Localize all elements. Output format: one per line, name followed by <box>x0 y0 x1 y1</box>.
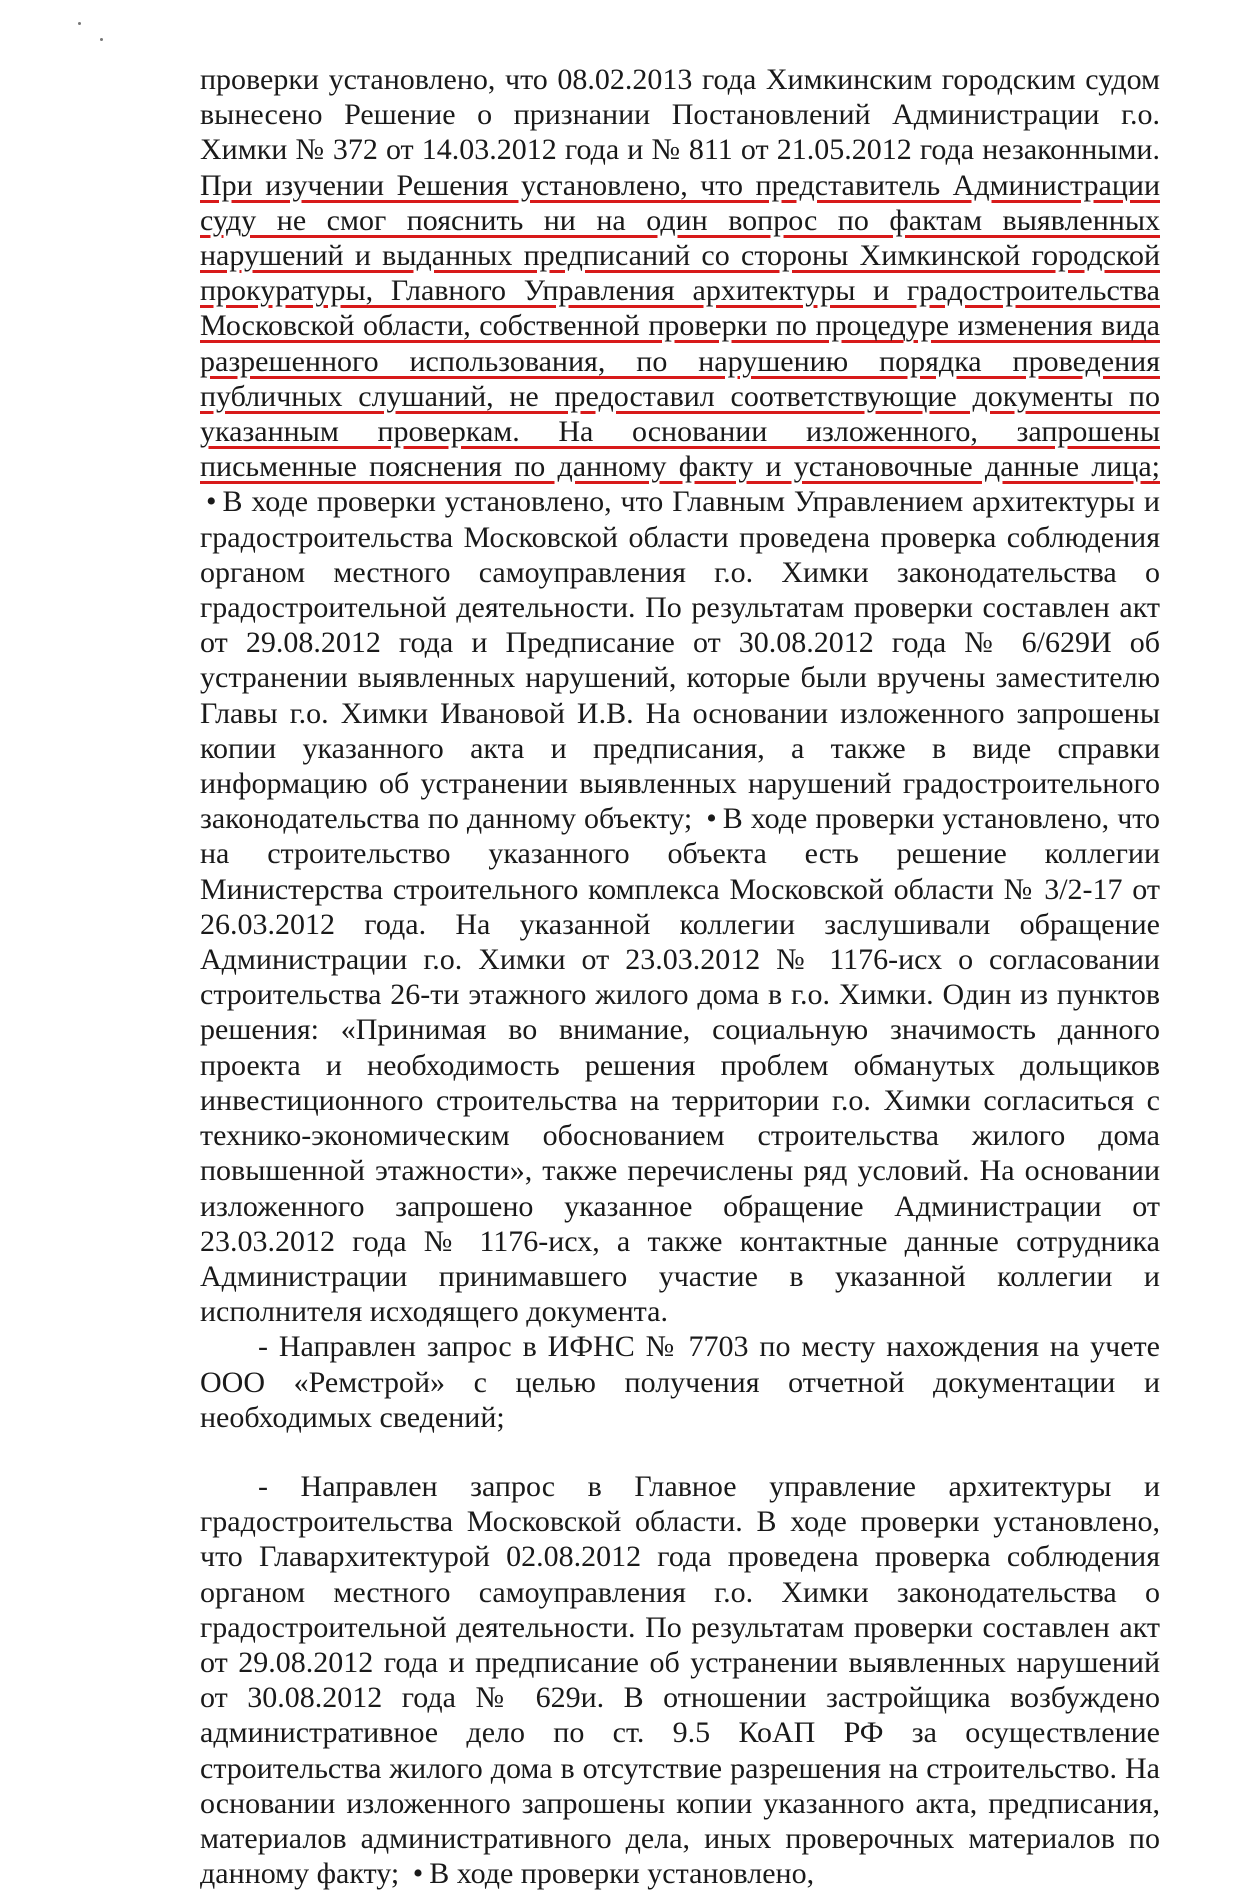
paragraph-court-decision <box>200 62 1160 1329</box>
paragraph-text-architecture-request: - Направлен запрос в Главное управление архитектуры и градостроительства Московской области. В ходе проверки установлено, что Главархитектурой 02.08.2012 года проведена проверка соблюдения органом местного самоуправления г.о. Химки законодательства о градостроительной деятельности. По результатам проверки составлен акт от 29.08.2012 года и предписание об устранении выявленных нарушений от 30.08.2012 года № 629и. В отношении застройщика возбуждено административное дело по ст. 9.5 КоАП РФ за осуществление строительства жилого дома в отсутствие разрешения на строительство. На основании изложенного запрошены копии указанного акта, предписания, материалов административного дела, иных проверочных материалов по данному факту; <box>200 1469 1160 1891</box>
paragraph-tail-text: В ходе проверки установлено, <box>429 1857 815 1891</box>
red-underlined-passage: При изучении Решения установлено, что представитель Администрации суду не смог пояснить ни на один вопрос по фактам выявленных нарушений и выданных предписаний со стороны Химкинской городской прокуратуры, Главного Управления архитектуры и градостроительства Московской области, собственной проверки по процедуре изменения вида разрешенного использования, по нарушению порядка проведения публичных слушаний, не предоставил соответствующие документы по указанным проверкам. На основании изложенного, запрошены письменные пояснения по данному факту и установочные данные лица; <box>200 168 1160 484</box>
bullet-mark: • <box>206 485 217 519</box>
paragraph-architecture-request <box>200 1469 1160 1891</box>
paragraph-text-architecture-check: В ходе проверки установлено, что Главным Управлением архитектуры и градостроительства Московской области проведена проверка соблюдения органом местного самоуправления г.о. Химки законодательства о градостроительной деятельности. По результатам проверки составлен акт от 29.08.2012 года и Предписание от 30.08.2012 года № 6/629И об устранении выявленных нарушений, которые были вручены заместителю Главы г.о. Химки Ивановой И.В. На основании изложенного запрошены копии указанного акта и предписания, а также в виде справки информацию об устранении выявленных нарушений градостроительного законодательства по данному объекту; <box>200 485 1160 836</box>
document-body <box>200 62 1160 1891</box>
bullet-mark: • <box>706 802 717 836</box>
paragraph-text-ministry-collegium: В ходе проверки установлено, что на строительство указанного объекта есть решение коллегии Министерства строительного комплекса Московской области № 3/2-17 от 26.03.2012 года. На указанной коллегии заслушивали обращение Администрации г.о. Химки от 23.03.2012 № 1176-исх о согласовании строительства 26-ти этажного жилого дома в г.о. Химки. Один из пунктов решения: «Принимая во внимание, социальную значимость данного проекта и необходимость решения проблем обманутых дольщиков инвестиционного строительства на территории г.о. Химки согласиться с технико-экономическим обоснованием строительства жилого дома повышенной этажности», также перечислены ряд условий. На основании изложенного запрошено указанное обращение Администрации от 23.03.2012 года № 1176-исх, а также контактные данные сотрудника Администрации принимавшего участие в указанной коллегии и исполнителя исходящего документа. <box>200 802 1161 1329</box>
bullet-mark: • <box>412 1857 424 1891</box>
paragraph-tax-request: - Направлен запрос в ИФНС № 7703 по месту нахождения на учете ООО «Ремстрой» с целью получения отчетной документации и необходимых сведений; <box>200 1330 1160 1434</box>
scan-speck <box>78 22 81 25</box>
scan-speck <box>100 38 103 41</box>
paragraph-lead-text: проверки установлено, что 08.02.2013 года Химкинским городским судом вынесено Решение о признании Постановлений Администрации г.о. Химки № 372 от 14.03.2012 года и № 811 от 21.05.2012 года незаконными. <box>200 63 1160 167</box>
